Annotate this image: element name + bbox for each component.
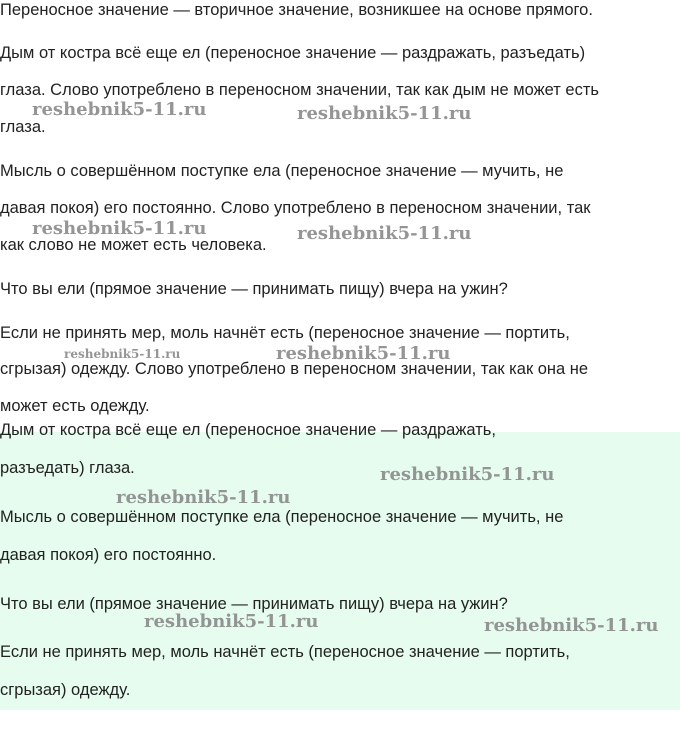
watermark: reshebnik5-11.ru	[144, 611, 319, 632]
cut-text-line: Дым от костра всё еще ел (переносное значение — раздражать,	[0, 421, 496, 439]
text-line: Если не принять мер, моль начнёт есть (переносное значение — портить,	[0, 324, 570, 342]
watermark: reshebnik5-11.ru	[380, 464, 555, 485]
watermark: reshebnik5-11.ru	[297, 103, 472, 124]
watermark: reshebnik5-11.ru	[32, 218, 207, 239]
text-line: Дым от костра всё еще ел (переносное значение — раздражать, разъедать)	[0, 44, 586, 62]
text-line: Что вы ели (прямое значение — принимать пищу) вчера на ужин?	[0, 280, 508, 298]
text-line: давая покоя) его постоянно. Слово употреблено в переносном значении, так	[0, 199, 591, 217]
text-line: сгрызая) одежду. Слово употреблено в переносном значении, так как она не	[0, 360, 589, 378]
text-line: разъедать) глаза.	[0, 459, 135, 477]
text-line: Мысль о совершённом поступке ела (переносное значение — мучить, не	[0, 162, 564, 180]
text-line: глаза.	[0, 118, 46, 136]
watermark: reshebnik5-11.ru	[32, 99, 207, 120]
text-line: сгрызая) одежду.	[0, 681, 131, 699]
watermark: reshebnik5-11.ru	[116, 487, 291, 508]
watermark: reshebnik5-11.ru	[484, 615, 659, 636]
green-text-panel	[0, 421, 680, 710]
text-line: Если не принять мер, моль начнёт есть (переносное значение — портить,	[0, 643, 570, 661]
text-line: Мысль о совершённом поступке ела (переносное значение — мучить, не	[0, 508, 564, 526]
text-line: может есть одежду.	[0, 397, 150, 415]
text-line: Что вы ели (прямое значение — принимать пищу) вчера на ужин?	[0, 595, 508, 613]
text-line: как слово не может есть человека.	[0, 236, 267, 254]
text-line: глаза. Слово употреблено в переносном значении, так как дым не может есть	[0, 81, 600, 99]
text-line: Переносное значение — вторичное значение, возникшее на основе прямого.	[0, 1, 593, 19]
watermark: reshebnik5-11.ru	[64, 347, 181, 361]
watermark: reshebnik5-11.ru	[276, 343, 451, 364]
text-line: давая покоя) его постоянно.	[0, 546, 217, 564]
watermark: reshebnik5-11.ru	[297, 223, 472, 244]
